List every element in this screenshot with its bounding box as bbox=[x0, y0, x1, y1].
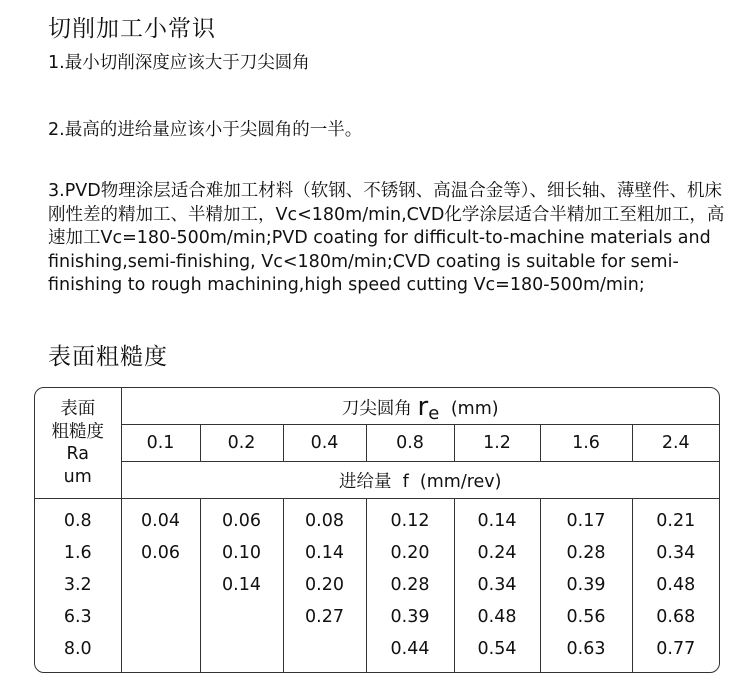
radius-symbol-sub: e bbox=[428, 403, 440, 424]
feed-value: 0.20 bbox=[305, 575, 344, 595]
feed-value: 0.14 bbox=[477, 511, 517, 531]
feed-value: 0.48 bbox=[656, 575, 696, 595]
feed-value bbox=[122, 601, 200, 633]
feed-value: 0.28 bbox=[566, 543, 606, 563]
feed-value: 0.14 bbox=[305, 543, 344, 563]
feed-value: 0.77 bbox=[656, 639, 696, 659]
feed-value: 0.24 bbox=[477, 543, 517, 563]
feed-value bbox=[122, 569, 200, 601]
feed-header: 进给量 f (mm/rev) bbox=[121, 462, 719, 499]
feed-value: 0.48 bbox=[477, 607, 517, 627]
feed-column bbox=[283, 499, 366, 673]
radius-value: 1.2 bbox=[454, 425, 540, 462]
feed-column bbox=[454, 499, 540, 673]
feed-value: 0.68 bbox=[656, 607, 696, 627]
feed-value: 0.12 bbox=[390, 511, 430, 531]
roughness-header bbox=[35, 388, 121, 499]
feed-value: 0.39 bbox=[566, 575, 606, 595]
feed-value: 0.28 bbox=[390, 575, 430, 595]
section-title: 表面粗糙度 bbox=[48, 344, 168, 370]
radius-header-label: 刀尖圆角 bbox=[341, 399, 412, 419]
ra-value: 3.2 bbox=[63, 575, 92, 595]
roughness-header-line: um bbox=[63, 466, 92, 487]
radius-value: 0.4 bbox=[283, 425, 366, 462]
ra-column bbox=[35, 499, 121, 673]
radius-value: 0.2 bbox=[200, 425, 283, 462]
ra-value: 8.0 bbox=[63, 639, 92, 659]
ra-value: 6.3 bbox=[63, 607, 92, 627]
feed-value: 0.44 bbox=[390, 639, 430, 659]
roughness-table bbox=[34, 387, 720, 673]
page-title: 切削加工小常识 bbox=[48, 16, 216, 42]
feed-value: 0.27 bbox=[305, 607, 344, 627]
feed-column bbox=[366, 499, 454, 673]
feed-column bbox=[540, 499, 632, 673]
feed-value: 0.54 bbox=[477, 639, 517, 659]
feed-value bbox=[122, 633, 200, 665]
feed-value: 0.39 bbox=[390, 607, 430, 627]
ra-value: 1.6 bbox=[63, 543, 92, 563]
tip-1: 1.最小切削深度应该大于刀尖圆角 bbox=[48, 53, 310, 73]
radius-value: 0.8 bbox=[366, 425, 454, 462]
radius-value: 0.1 bbox=[121, 425, 200, 462]
radius-value: 2.4 bbox=[632, 425, 719, 462]
radius-header bbox=[121, 388, 719, 425]
radius-symbol: r bbox=[417, 392, 429, 422]
feed-value bbox=[201, 601, 283, 633]
radius-unit: (mm) bbox=[450, 399, 499, 419]
feed-value bbox=[201, 633, 283, 665]
tip-2: 2.最高的进给量应该小于尖圆角的一半。 bbox=[48, 120, 363, 140]
radius-value: 1.6 bbox=[540, 425, 632, 462]
feed-value: 0.34 bbox=[477, 575, 517, 595]
feed-column bbox=[632, 499, 719, 673]
roughness-header-line: 表面 bbox=[60, 399, 96, 419]
feed-value: 0.10 bbox=[222, 543, 261, 563]
ra-value: 0.8 bbox=[63, 511, 92, 531]
roughness-header-line: 粗糙度 bbox=[51, 421, 104, 442]
feed-column bbox=[200, 499, 283, 673]
feed-value: 0.04 bbox=[141, 511, 180, 531]
feed-value: 0.17 bbox=[566, 511, 606, 531]
feed-value: 0.08 bbox=[305, 511, 344, 531]
feed-value: 0.14 bbox=[222, 575, 261, 595]
feed-value: 0.20 bbox=[390, 543, 430, 563]
roughness-header-line: Ra bbox=[66, 444, 89, 464]
feed-value: 0.56 bbox=[566, 607, 606, 627]
feed-value: 0.06 bbox=[222, 511, 261, 531]
feed-value bbox=[284, 633, 366, 665]
tip-3: 3.PVD物理涂层适合难加工材料（软钢、不锈钢、高温合金等）、细长轴、薄壁件、机床刚性差的精加工、半精加工，Vc<180m/min,CVD化学涂层适合半精加工至粗加工，高速加工Vc=180-500m/min;PVD coating for difficult-to-machine materials and finishing,semi-finishing, Vc<180m/min;CVD coating is suitable for semi-finishing to rough machining,high speed cutting Vc=180-500m/min; bbox=[48, 181, 725, 295]
feed-column bbox=[121, 499, 200, 673]
feed-value: 0.34 bbox=[656, 543, 696, 563]
feed-value: 0.63 bbox=[566, 639, 606, 659]
feed-value: 0.21 bbox=[656, 511, 696, 531]
feed-value: 0.06 bbox=[141, 543, 180, 563]
